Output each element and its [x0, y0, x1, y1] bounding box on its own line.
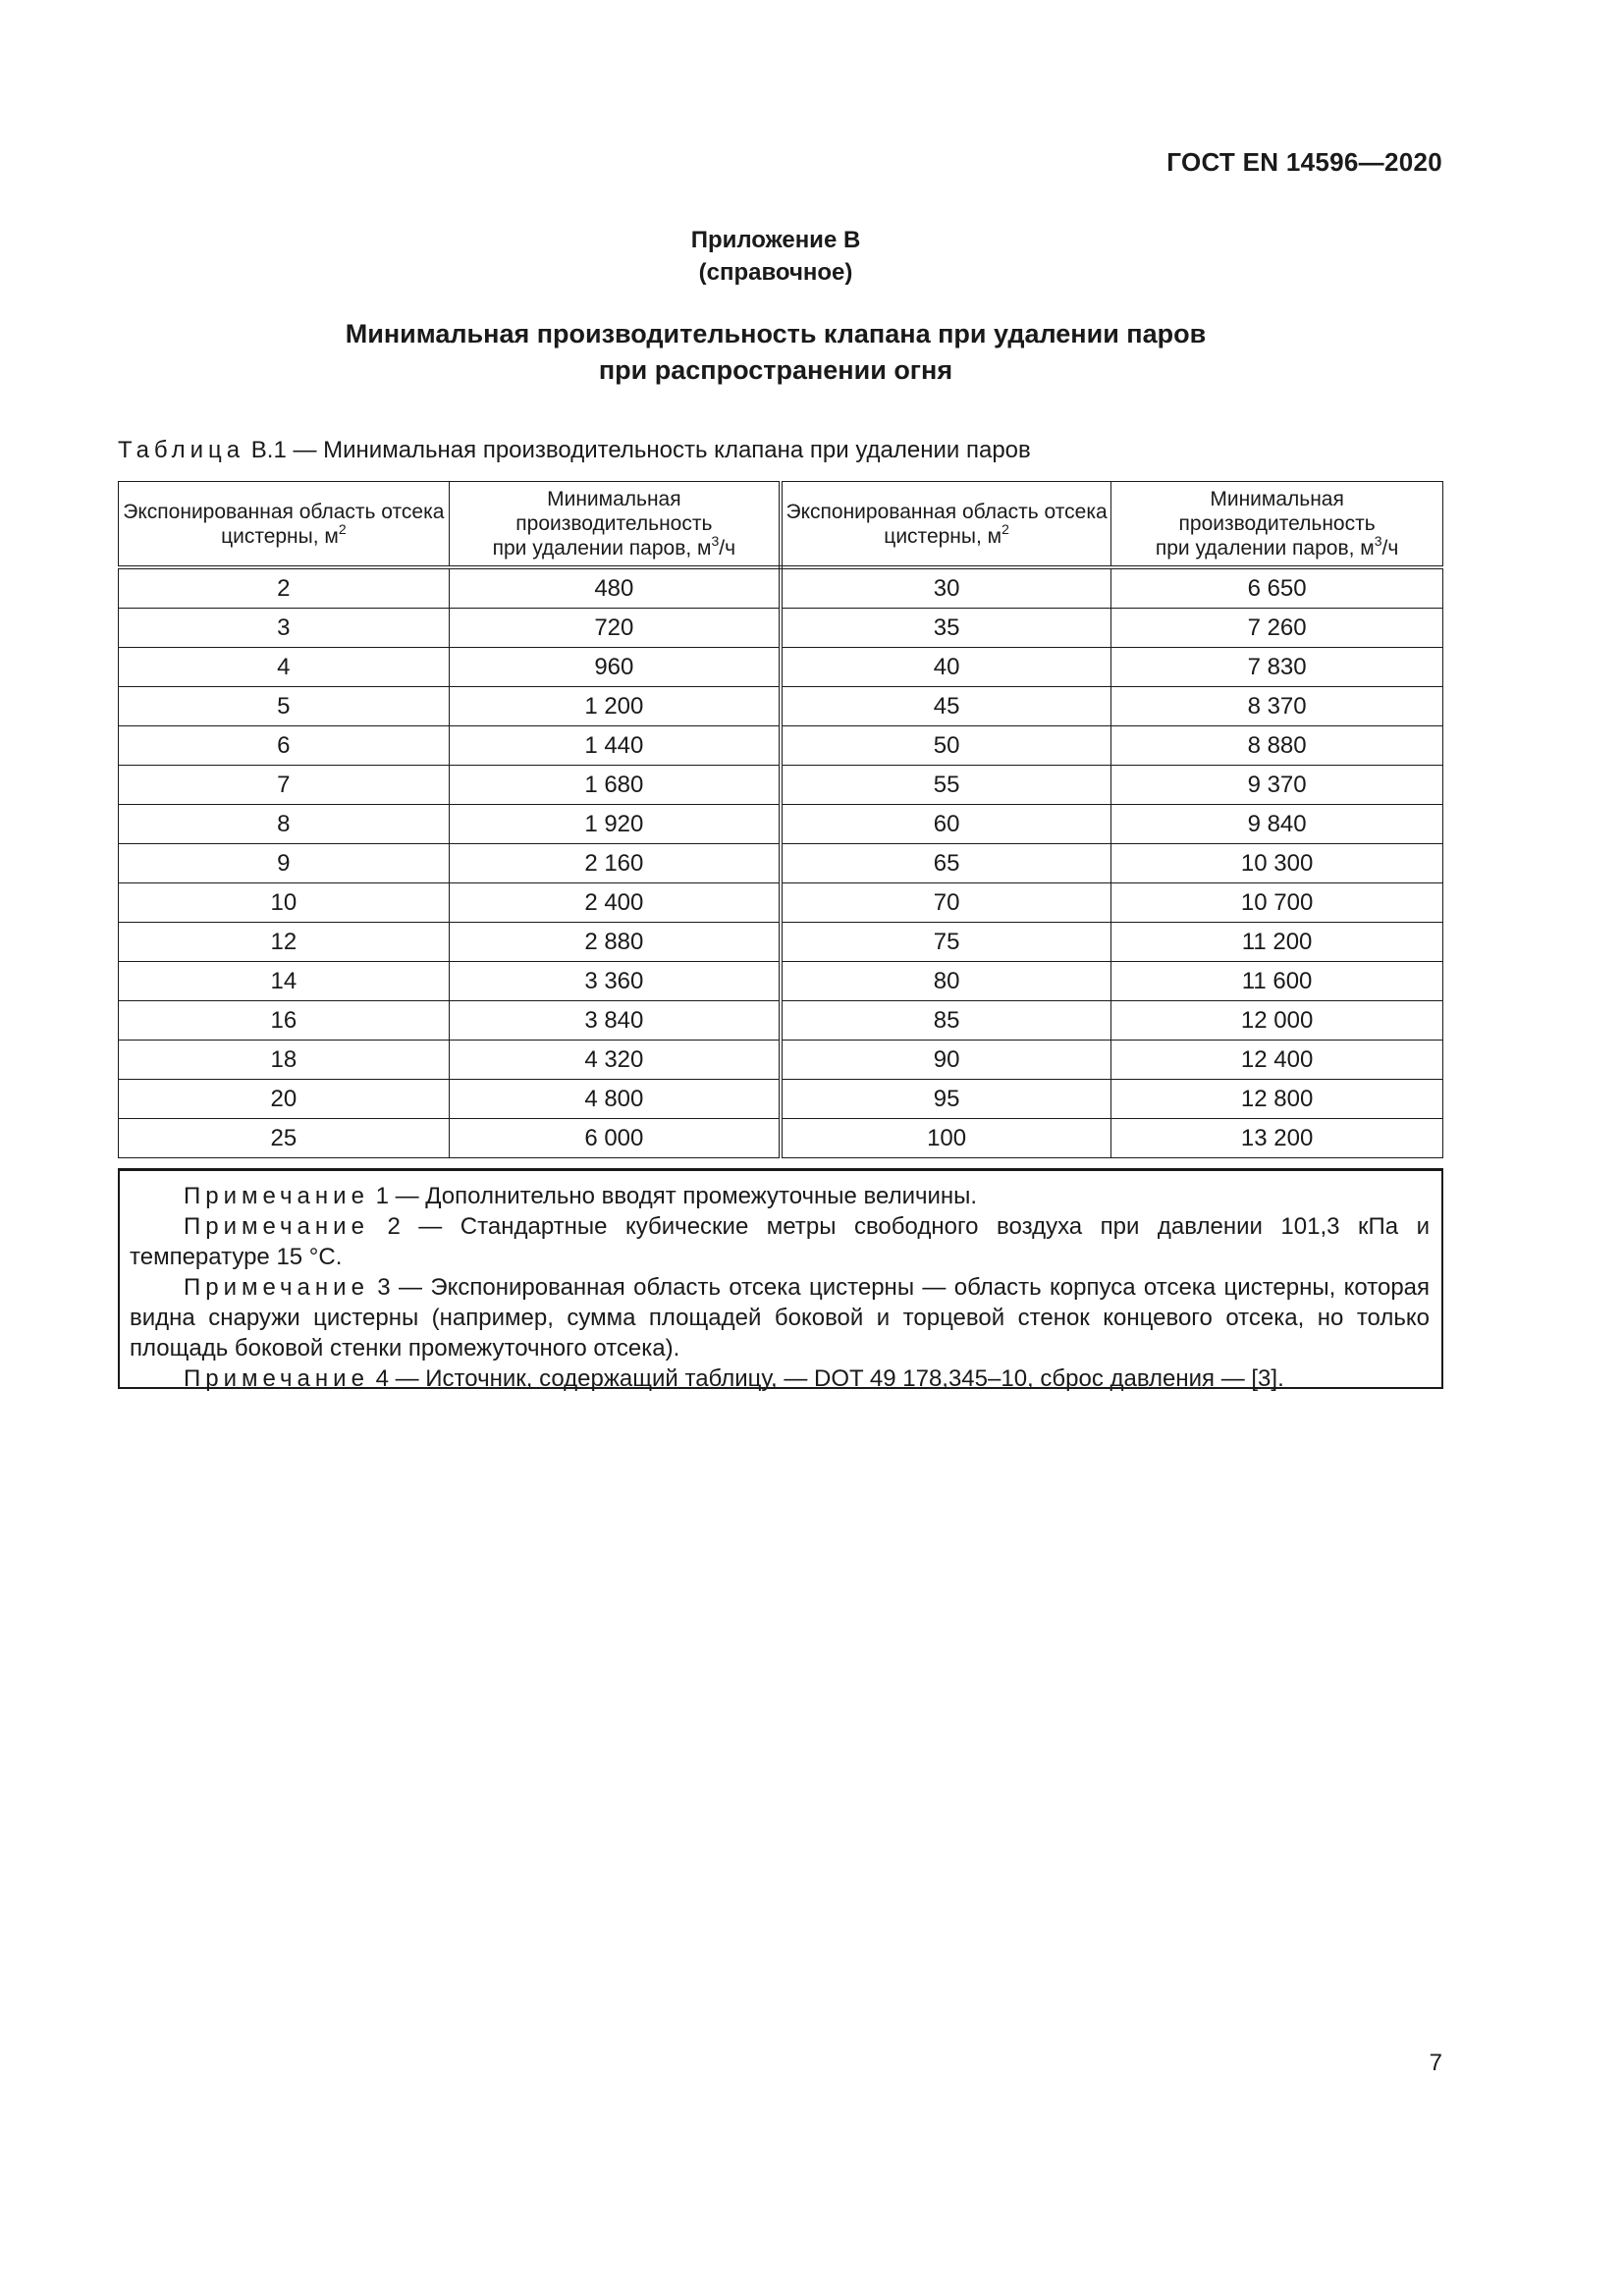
table-note	[130, 1272, 1430, 1363]
annex-title-line1: Минимальная производительность клапана при удалении паров	[345, 319, 1207, 348]
note-label: Примечание	[184, 1183, 369, 1209]
table-cell: 80	[781, 962, 1111, 1001]
table-cell: 12 000	[1111, 1001, 1443, 1041]
table-cell: 720	[449, 609, 781, 648]
table-note	[130, 1363, 1430, 1394]
standard-id: ГОСТ EN 14596—2020	[1166, 147, 1442, 177]
data-table	[118, 481, 1443, 1158]
table-cell: 2 160	[449, 844, 781, 883]
table-cell: 95	[781, 1080, 1111, 1119]
table-row	[119, 923, 1443, 962]
table-cell: 11 200	[1111, 923, 1443, 962]
table-cell: 8 370	[1111, 687, 1443, 726]
note-text: 4 — Источник, содержащий таблицу, — DOT 49 178,345–10, сброс давления — [3].	[375, 1365, 1284, 1392]
table-cell: 6 650	[1111, 567, 1443, 609]
table-cell: 14	[119, 962, 450, 1001]
table-row	[119, 1041, 1443, 1080]
note-text: 2 — Стандартные кубические метры свободного воздуха при давлении 101,3 кПа и температуре 15 °С.	[130, 1213, 1430, 1270]
page-number: 7	[1429, 2050, 1442, 2076]
note-text: 1 — Дополнительно вводят промежуточные величины.	[375, 1183, 978, 1209]
annex-heading	[0, 224, 1551, 289]
table-note	[130, 1211, 1430, 1272]
table-cell: 20	[119, 1080, 450, 1119]
table-row	[119, 883, 1443, 923]
table-row	[119, 844, 1443, 883]
table-cell: 11 600	[1111, 962, 1443, 1001]
table-cell: 3 360	[449, 962, 781, 1001]
note-text: 3 — Экспонированная область отсека цистерны — область корпуса отсека цистерны, которая видна снаружи цистерны (например, сумма площадей боковой и торцевой стенок концевого отсека, но только площадь боковой стенки промежуточного отсека).	[130, 1274, 1431, 1362]
table-cell: 10 700	[1111, 883, 1443, 923]
table-row	[119, 962, 1443, 1001]
table-cell: 100	[781, 1119, 1111, 1158]
table-row	[119, 648, 1443, 687]
table-cell: 8	[119, 805, 450, 844]
table-cell: 4	[119, 648, 450, 687]
table-cell: 12	[119, 923, 450, 962]
table-cell: 60	[781, 805, 1111, 844]
annex-status: (справочное)	[698, 259, 853, 286]
header-flow-2: Минимальная производительность при удалении паров, $м^3/ч$	[1111, 482, 1443, 568]
table-row	[119, 609, 1443, 648]
table-cell: 8 880	[1111, 726, 1443, 766]
table-cell: 9 370	[1111, 766, 1443, 805]
table-cell: 2	[119, 567, 450, 609]
table-cell: 16	[119, 1001, 450, 1041]
table-cell: 3	[119, 609, 450, 648]
table-cell: 25	[119, 1119, 450, 1158]
table-cell: 4 320	[449, 1041, 781, 1080]
note-label: Примечание	[184, 1274, 369, 1301]
table-cell: 12 400	[1111, 1041, 1443, 1080]
annex-title	[0, 316, 1551, 389]
table-cell: 45	[781, 687, 1111, 726]
table-header-row	[119, 482, 1443, 568]
annex-label: Приложение В	[690, 227, 861, 253]
table-cell: 35	[781, 609, 1111, 648]
table-cell: 9	[119, 844, 450, 883]
table-cell: 90	[781, 1041, 1111, 1080]
table-caption-prefix: Таблица	[118, 437, 245, 463]
table-cell: 50	[781, 726, 1111, 766]
table-cell: 2 400	[449, 883, 781, 923]
table-cell: 10	[119, 883, 450, 923]
table-caption-text: В.1 — Минимальная производительность клапана при удалении паров	[250, 437, 1031, 463]
table-cell: 85	[781, 1001, 1111, 1041]
table-caption	[118, 437, 1031, 464]
table-row	[119, 1119, 1443, 1158]
table-cell: 65	[781, 844, 1111, 883]
table-cell: 12 800	[1111, 1080, 1443, 1119]
header-flow-1: Минимальная производительность при удалении паров, $м^3/ч$	[449, 482, 781, 568]
table-cell: 5	[119, 687, 450, 726]
table-cell: 7 830	[1111, 648, 1443, 687]
table-row	[119, 726, 1443, 766]
table-cell: 10 300	[1111, 844, 1443, 883]
header-area-1: Экспонированная область отсека цистерны, $м^2$	[119, 482, 450, 568]
table-cell: 2 880	[449, 923, 781, 962]
annex-title-line2: при распространении огня	[598, 355, 953, 385]
table-row	[119, 805, 1443, 844]
table-cell: 3 840	[449, 1001, 781, 1041]
table-cell: 4 800	[449, 1080, 781, 1119]
table-cell: 30	[781, 567, 1111, 609]
table-row	[119, 1080, 1443, 1119]
table-row	[119, 687, 1443, 726]
table-cell: 7	[119, 766, 450, 805]
table-cell: 9 840	[1111, 805, 1443, 844]
table-cell: 1 680	[449, 766, 781, 805]
table-cell: 1 440	[449, 726, 781, 766]
table-cell: 75	[781, 923, 1111, 962]
table-cell: 6 000	[449, 1119, 781, 1158]
table-cell: 7 260	[1111, 609, 1443, 648]
table-cell: 6	[119, 726, 450, 766]
table-cell: 55	[781, 766, 1111, 805]
table-cell: 480	[449, 567, 781, 609]
header-area-2: Экспонированная область отсека цистерны, $м^2$	[781, 482, 1111, 568]
table-note	[130, 1181, 1430, 1211]
table-cell: 1 200	[449, 687, 781, 726]
table-cell: 960	[449, 648, 781, 687]
table-row	[119, 567, 1443, 609]
table-notes	[118, 1168, 1443, 1392]
table-cell: 40	[781, 648, 1111, 687]
table-row	[119, 766, 1443, 805]
table-cell: 1 920	[449, 805, 781, 844]
table-cell: 70	[781, 883, 1111, 923]
table-row	[119, 1001, 1443, 1041]
note-label: Примечание	[184, 1213, 369, 1240]
note-label: Примечание	[184, 1365, 369, 1392]
table-cell: 18	[119, 1041, 450, 1080]
table-cell: 13 200	[1111, 1119, 1443, 1158]
